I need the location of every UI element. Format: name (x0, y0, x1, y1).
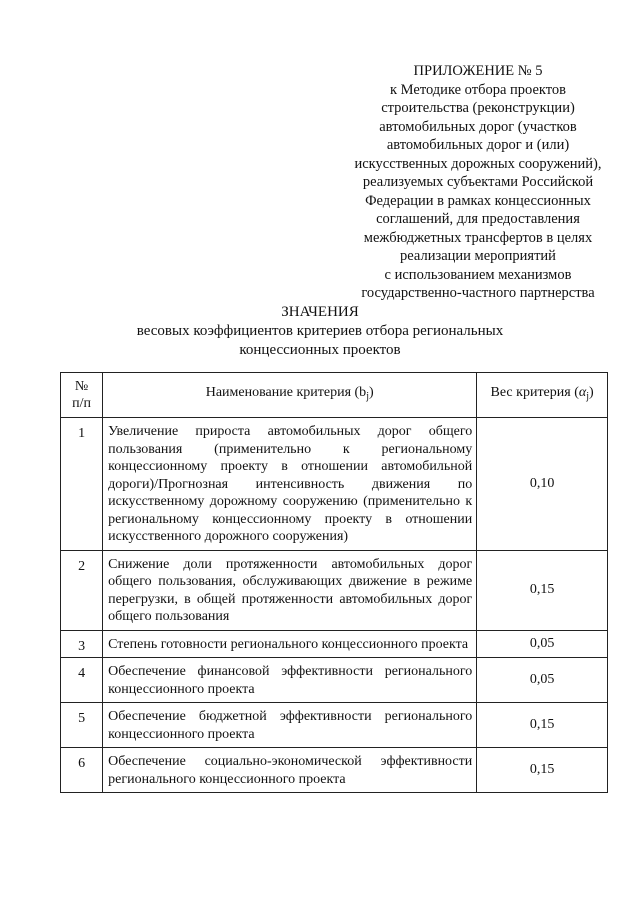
row-weight: 0,05 (477, 630, 608, 658)
appendix-line: Федерации в рамках концессионных (365, 192, 591, 209)
appendix-line: автомобильных дорог и (или) (386, 137, 570, 153)
row-weight: 0,15 (477, 748, 608, 793)
table-header-row (61, 373, 608, 418)
row-number: 3 (61, 630, 103, 658)
table-row (61, 418, 608, 551)
table-row (61, 748, 608, 793)
row-weight: 0,10 (477, 418, 608, 551)
alpha-symbol: α (578, 385, 587, 401)
appendix-line: искусственных дорожных сооружений), (354, 155, 602, 172)
row-criterion-name: Обеспечение социально-экономической эффективности регионального концессионного проекта (103, 748, 477, 793)
appendix-line: строительства (реконструкции) (381, 100, 575, 116)
row-number: 4 (61, 658, 103, 703)
appendix-block (340, 62, 616, 303)
row-number: 6 (61, 748, 103, 793)
table-row (61, 658, 608, 703)
criteria-table (60, 372, 608, 793)
appendix-line: реализации мероприятий (400, 248, 556, 264)
row-criterion-name: Увеличение прироста автомобильных дорог общего пользования (применительно к региональному концессионному проекту в отношении автомобильной дороги)/Прогнозная интенсивность движения по искусственному дорожному сооружению (применительно к региональному концессионному проекту в отношении искусственного дорожного сооружения) (103, 418, 477, 551)
row-criterion-name: Степень готовности регионального концессионного проекта (103, 630, 477, 658)
row-criterion-name: Снижение доли протяженности автомобильных дорог общего пользования, обслуживающих движение в режиме перегрузки, в общей протяженности автомобильных дорог общего пользования (103, 550, 477, 630)
row-weight: 0,15 (477, 550, 608, 630)
table-row (61, 550, 608, 630)
row-number: 5 (61, 703, 103, 748)
row-weight: 0,15 (477, 703, 608, 748)
appendix-line: к Методике отбора проектов (390, 81, 566, 98)
appendix-line: соглашений, для предоставления (376, 211, 580, 227)
title-line-2: концессионных проектов (239, 342, 401, 358)
appendix-line: автомобильных дорог (участков (379, 118, 577, 135)
header-criterion-weight: Вес критерия $(\alpha_j)$ (477, 373, 608, 418)
appendix-number: ПРИЛОЖЕНИЕ № 5 (413, 63, 543, 79)
appendix-line: межбюджетных трансфертов в целях (363, 229, 593, 246)
document-title (0, 303, 640, 360)
row-criterion-name: Обеспечение финансовой эффективности регионального концессионного проекта (103, 658, 477, 703)
title-heading: ЗНАЧЕНИЯ (281, 304, 359, 320)
row-weight: 0,05 (477, 658, 608, 703)
table-row (61, 703, 608, 748)
header-criterion-name: Наименование критерия $(b_j)$ (103, 373, 477, 418)
header-number: № п/п (61, 373, 103, 418)
row-number: 2 (61, 550, 103, 630)
row-criterion-name: Обеспечение бюджетной эффективности регионального концессионного проекта (103, 703, 477, 748)
appendix-line: государственно-частного партнерства (361, 285, 595, 301)
title-line-1: весовых коэффициентов критериев отбора региональных (136, 323, 504, 339)
table-row (61, 630, 608, 658)
appendix-line: реализуемых субъектами Российской (362, 174, 594, 190)
row-number: 1 (61, 418, 103, 551)
appendix-line: с использованием механизмов (384, 266, 572, 283)
